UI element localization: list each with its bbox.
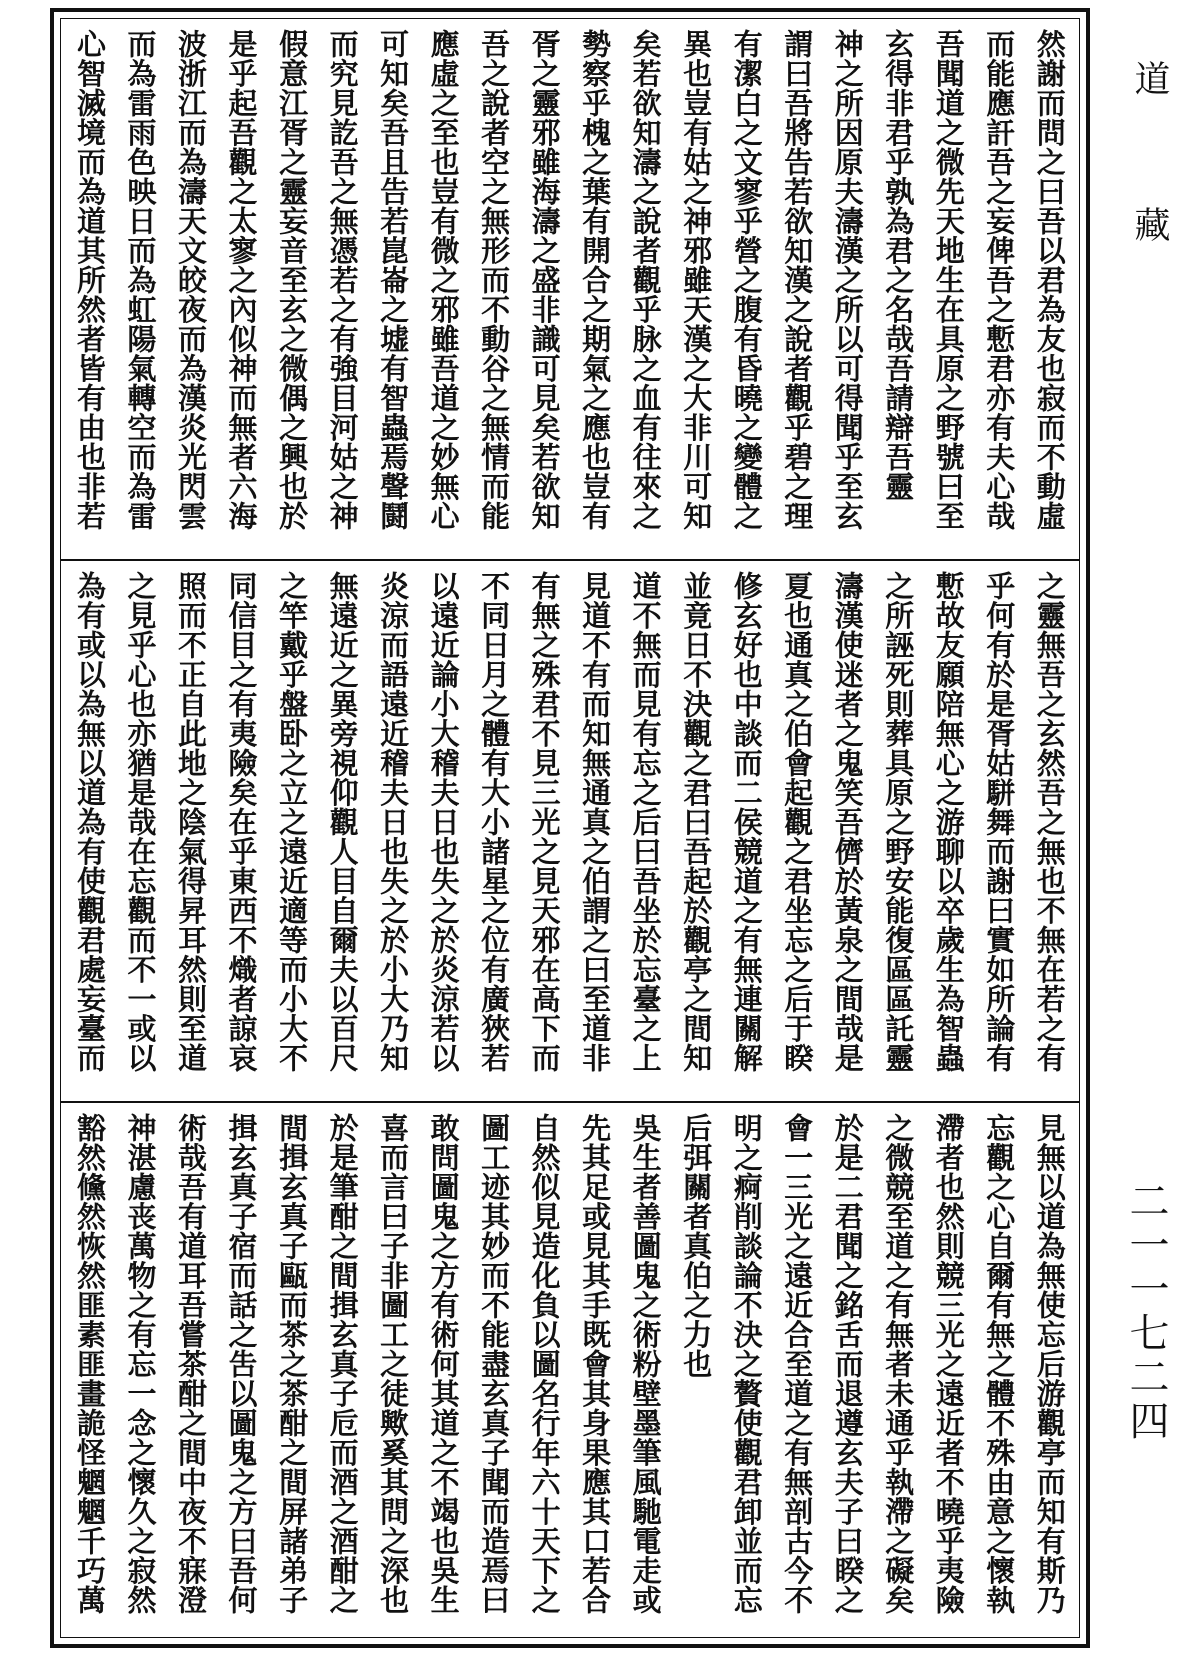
text-column: 而為雷雨色映日而為虹陽氣轉空而為雷: [123, 29, 158, 531]
text-column: 勢察乎槐之葉有開合之期氣之應也豈有: [578, 29, 613, 531]
text-column: 假意江胥之靈妄音至玄之微偶之興也於: [275, 29, 310, 531]
text-column: 應虛之至也豈有微之邪雖吾道之妙無心: [426, 29, 461, 531]
text-column: 照而不正自此地之陰氣得昇耳然則至道: [174, 571, 209, 1073]
text-column: 豁然儵然恢然匪素匪畫詭怪魍魍千巧萬: [73, 1113, 107, 1615]
text-column: 圖工迹其妙而不能盡玄真子聞而造焉曰: [477, 1113, 512, 1615]
text-column: 吾聞道之微先天地生在具原之野號曰至: [931, 29, 966, 531]
text-column: 自然似見造化負以圖名行年六十天下之: [527, 1113, 562, 1615]
text-column: 並竟日不決觀之君曰吾起於觀亭之間知: [679, 571, 714, 1073]
text-panel-bottom: [61, 1103, 1079, 1641]
text-column: 為有或以為無以道為有使觀君處妄臺而: [73, 571, 107, 1073]
text-column: 乎何有於是胥姑駢舞而謝曰實如所論有: [982, 571, 1017, 1073]
text-column: 夏也通真之伯會起觀之君坐忘之后于睽: [780, 571, 815, 1073]
text-column: 之微競至道之有無者未通乎執滯之礙矣: [881, 1113, 916, 1615]
text-column: 不同日月之體有大小諸星之位有廣狹若: [477, 571, 512, 1073]
text-column: 有潔白之文寥乎營之腹有昏曉之變體之: [729, 29, 764, 531]
text-column: 炎涼而語遠近稽夫日也失之於小大乃知: [376, 571, 411, 1073]
text-column: 無遠近之異旁視仰觀人目自爾夫以百尺: [325, 571, 360, 1073]
text-panel-middle: [61, 561, 1079, 1103]
text-column: 明之痾削談論不決之贅使觀君卸並而忘: [729, 1113, 764, 1615]
text-column: 見無以道為無使忘后游觀亭而知有斯乃: [1032, 1113, 1067, 1615]
text-column: 忘觀之心自爾有無之體不殊由意之懷執: [982, 1113, 1017, 1615]
text-column: 同信目之有夷險矣在乎東西不熾者諒哀: [224, 571, 259, 1073]
text-panel-top: [61, 19, 1079, 561]
text-column: 道不無而見有忘之后曰吾坐於忘臺之上: [628, 571, 663, 1073]
text-column: 而能應訐吾之妄俾吾之慙君亦有夫心哉: [982, 29, 1017, 531]
text-column: 謂曰吾將告若欲知漢之說者觀乎碧之理: [780, 29, 815, 531]
page-frame: [50, 8, 1090, 1648]
text-column: 胥之靈邪雖海濤之盛非識可見矣若欲知: [527, 29, 562, 531]
text-column: 然謝而問之曰吾以君為友也寂而不動虛: [1032, 29, 1067, 531]
text-column: 矣若欲知濤之說者觀乎脉之血有往來之: [628, 29, 663, 531]
text-column: 慙故友願陪無心之游聊以卒歲生為智蟲: [931, 571, 966, 1073]
text-column: 揖玄真子宿而話之吿以圖鬼之方曰吾何: [224, 1113, 259, 1615]
text-column: 濤漢使迷者之鬼笑吾儕於黃泉之間哉是: [830, 571, 865, 1073]
text-column: 喜而言曰子非圖工之徒歟奚其問之深也: [376, 1113, 411, 1615]
column-group: [73, 1113, 1067, 1631]
text-column: 玄得非君乎孰為君之名哉吾請辯吾靈: [881, 29, 916, 501]
text-column: 后弭關者真伯之力也: [679, 1113, 714, 1379]
text-column: 之竿戴乎盤卧之立之遠近適等而小大不: [275, 571, 310, 1073]
text-column: 波浙江而為濤天文皎夜而為漢炎光閃雲: [174, 29, 209, 531]
text-column: 敢問圖鬼之方有術何其道之不竭也吳生: [426, 1113, 461, 1615]
text-column: 先其足或見其手既會其身果應其口若合: [578, 1113, 613, 1615]
collection-title: 道藏: [1129, 60, 1170, 352]
text-column: 吾之說者空之無形而不動谷之無情而能: [477, 29, 512, 531]
text-column: 神之所因原夫濤漢之所以可得聞乎至玄: [830, 29, 865, 531]
text-column: 會一三光之遠近合至道之有無剖古今不: [780, 1113, 815, 1615]
text-column: 於是筆酣之間揖玄真子卮而酒之酒酣之: [325, 1113, 360, 1615]
column-group: [73, 29, 1067, 549]
text-column: 之靈無吾之玄然吾之無也不無在若之有: [1032, 571, 1067, 1073]
text-column: 心智滅境而為道其所然者皆有由也非若: [73, 29, 107, 531]
text-column: 以遠近論小大稽夫日也失之於炎涼若以: [426, 571, 461, 1073]
text-column: 間揖玄真子甌而茶之茶酣之間屏諸弟子: [275, 1113, 310, 1615]
text-column: 可知矣吾且告若崑崙之墟有智蟲焉聲鬪: [376, 29, 411, 531]
text-column: 於是二君聞之銘舌而退遵玄夫子曰睽之: [830, 1113, 865, 1615]
text-column: 是乎起吾觀之太寥之內似神而無者六海: [224, 29, 259, 531]
text-column: 而究見訖吾之無憑若之有強目河姑之神: [325, 29, 360, 531]
text-column: 修玄好也中談而二侯競道之有無連關解: [729, 571, 764, 1073]
text-column: 異也豈有姑之神邪雖天漢之大非川可知: [679, 29, 714, 531]
text-column: 神湛慮丧萬物之有忘一念之懷久之寂然: [123, 1113, 158, 1615]
page-number: 二一一七二四: [1123, 1180, 1169, 1444]
text-column: 吳生者善圖鬼之術粉壁墨筆風馳電走或: [628, 1113, 663, 1615]
text-column: 見道不有而知無通真之伯謂之曰至道非: [578, 571, 613, 1073]
text-column: 之見乎心也亦猶是哉在忘觀而不一或以: [123, 571, 158, 1073]
text-column: 之所誣死則葬具原之野安能復區區託靈: [881, 571, 916, 1073]
text-column: 有無之殊君不見三光之見天邪在高下而: [527, 571, 562, 1073]
text-column: 術哉吾有道耳吾嘗茶酣之間中夜不寐澄: [174, 1113, 209, 1615]
text-column: 滯者也然則競三光之遠近者不曉乎夷險: [931, 1113, 966, 1615]
column-group: [73, 571, 1067, 1091]
inner-frame: [60, 18, 1080, 1638]
